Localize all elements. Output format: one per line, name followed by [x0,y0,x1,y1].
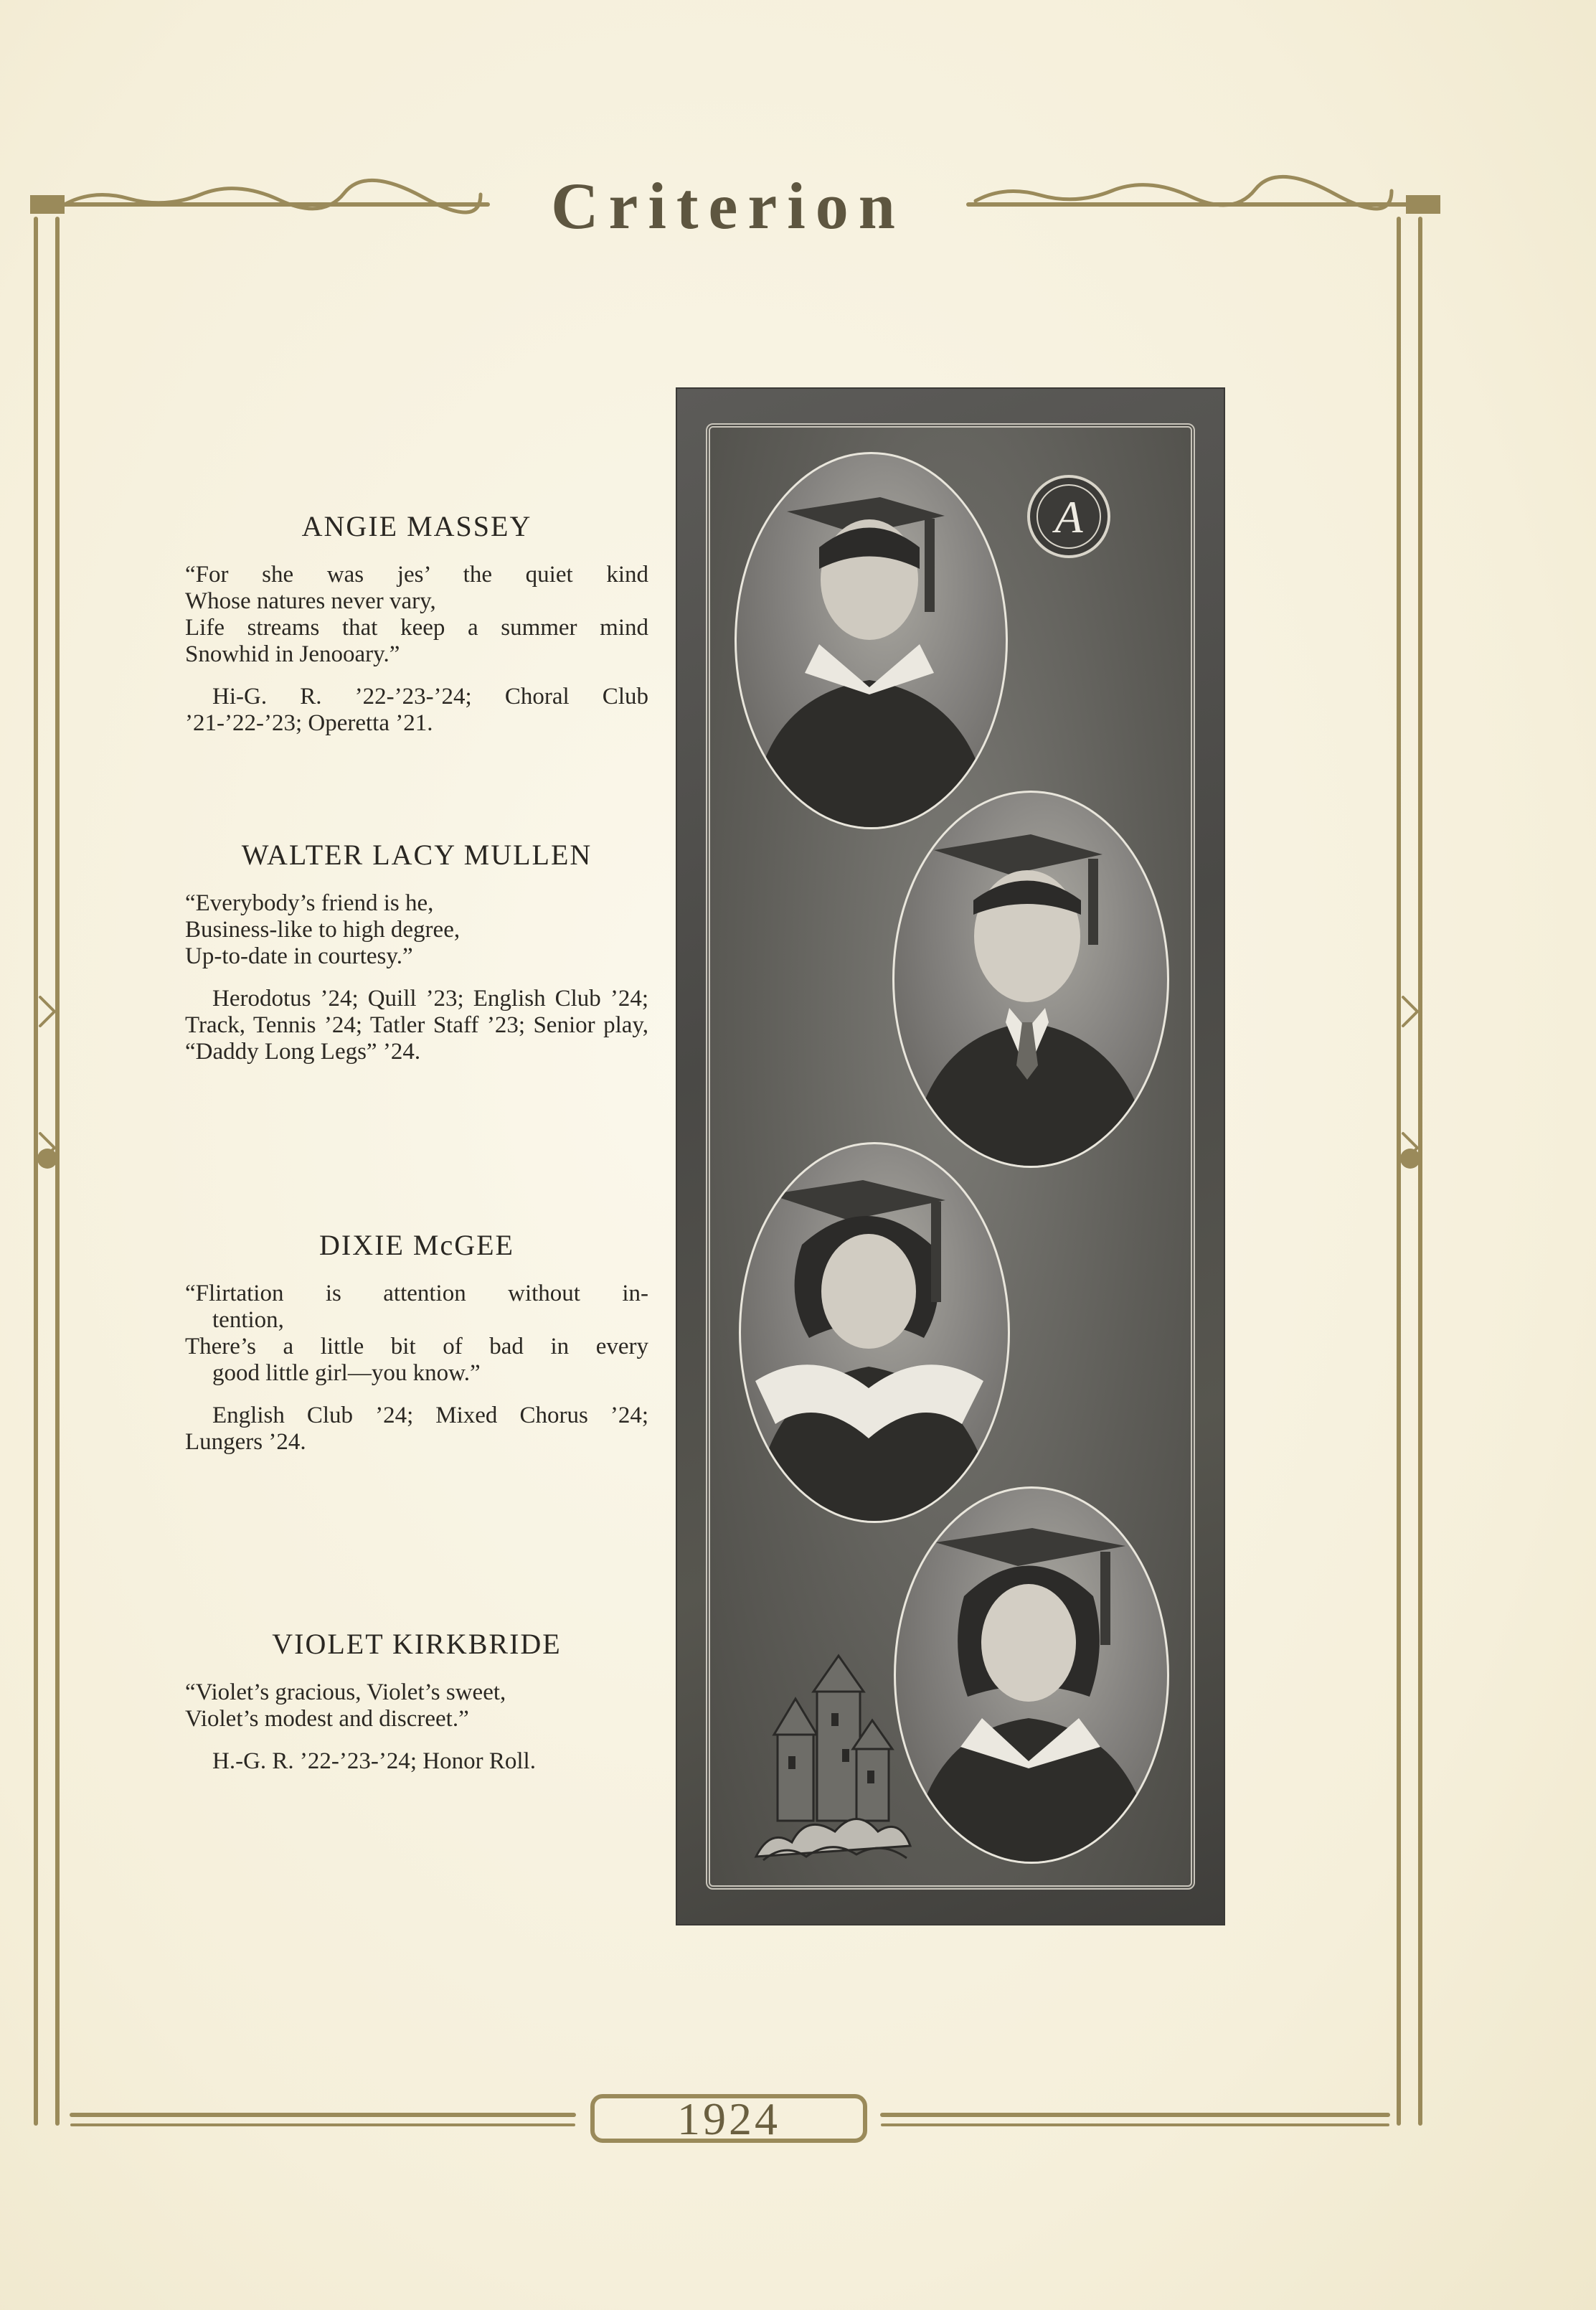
student-activities: Herodotus ’24; Quill ’23; English Club ’24; Track, Tennis ’24; Tatler Staff ’23; Senior play, “Daddy Long Legs” ’24. [185,986,648,1065]
student-verse [185,890,648,970]
footer-year: 1924 [677,2093,780,2144]
student-bio-violet-kirkbride [185,1627,648,1775]
verse-line: There’s a little bit of bad in every [185,1334,648,1359]
verse-line: “Everybody’s friend is he, [185,890,434,916]
student-name: ANGIE MASSEY [301,510,532,542]
school-monogram-icon [1024,472,1113,561]
verse-line: Snowhid in Jenooary.” [185,641,400,667]
student-activities: Hi-G. R. ’22-’23-’24; Choral Club ’21-’22-’23; Operetta ’21. [185,684,648,736]
student-activities: English Club ’24; Mixed Chorus ’24; Lungers ’24. [185,1402,648,1455]
student-bio-dixie-mcgee [185,1228,648,1456]
portrait-dixie-mcgee [739,1142,1010,1523]
verse-line: Violet’s modest and discreet.” [185,1706,469,1732]
student-verse [185,1679,648,1732]
verse-line: “For she was jes’ the quiet kind [185,562,648,588]
verse-line: Life streams that keep a summer mind [185,615,648,641]
student-activities: H.-G. R. ’22-’23-’24; Honor Roll. [212,1748,536,1774]
verse-line: “Flirtation is attention without in- [185,1281,648,1306]
graduate-portrait-icon [896,1489,1167,1862]
verse-line: Whose natures never vary, [185,588,436,614]
header-title: Criterion [551,169,905,242]
verse-line: tention, [212,1307,284,1333]
castle-illustration-icon [749,1649,914,1864]
verse-line: “Violet’s gracious, Violet’s sweet, [185,1679,506,1705]
verse-line: good little girl—you know.” [212,1360,481,1386]
student-bio-walter-lacy-mullen [185,838,648,1065]
svg-text:A: A [1054,491,1083,542]
graduate-portrait-icon [894,793,1167,1166]
portrait-panel [677,389,1224,1924]
student-name: DIXIE McGEE [319,1229,514,1261]
student-name: WALTER LACY MULLEN [241,839,592,871]
graduate-portrait-icon [737,454,1006,827]
verse-line: Up-to-date in courtesy.” [185,943,413,969]
portrait-violet-kirkbride [894,1486,1169,1864]
portrait-walter-lacy-mullen [892,791,1169,1168]
student-verse [185,1281,648,1387]
verse-line: Business-like to high degree, [185,917,461,943]
graduate-portrait-icon [741,1144,1008,1521]
student-name: VIOLET KIRKBRIDE [272,1628,562,1660]
student-verse [185,562,648,668]
portrait-angie-massey [735,452,1008,829]
student-bio-angie-massey [185,509,648,737]
